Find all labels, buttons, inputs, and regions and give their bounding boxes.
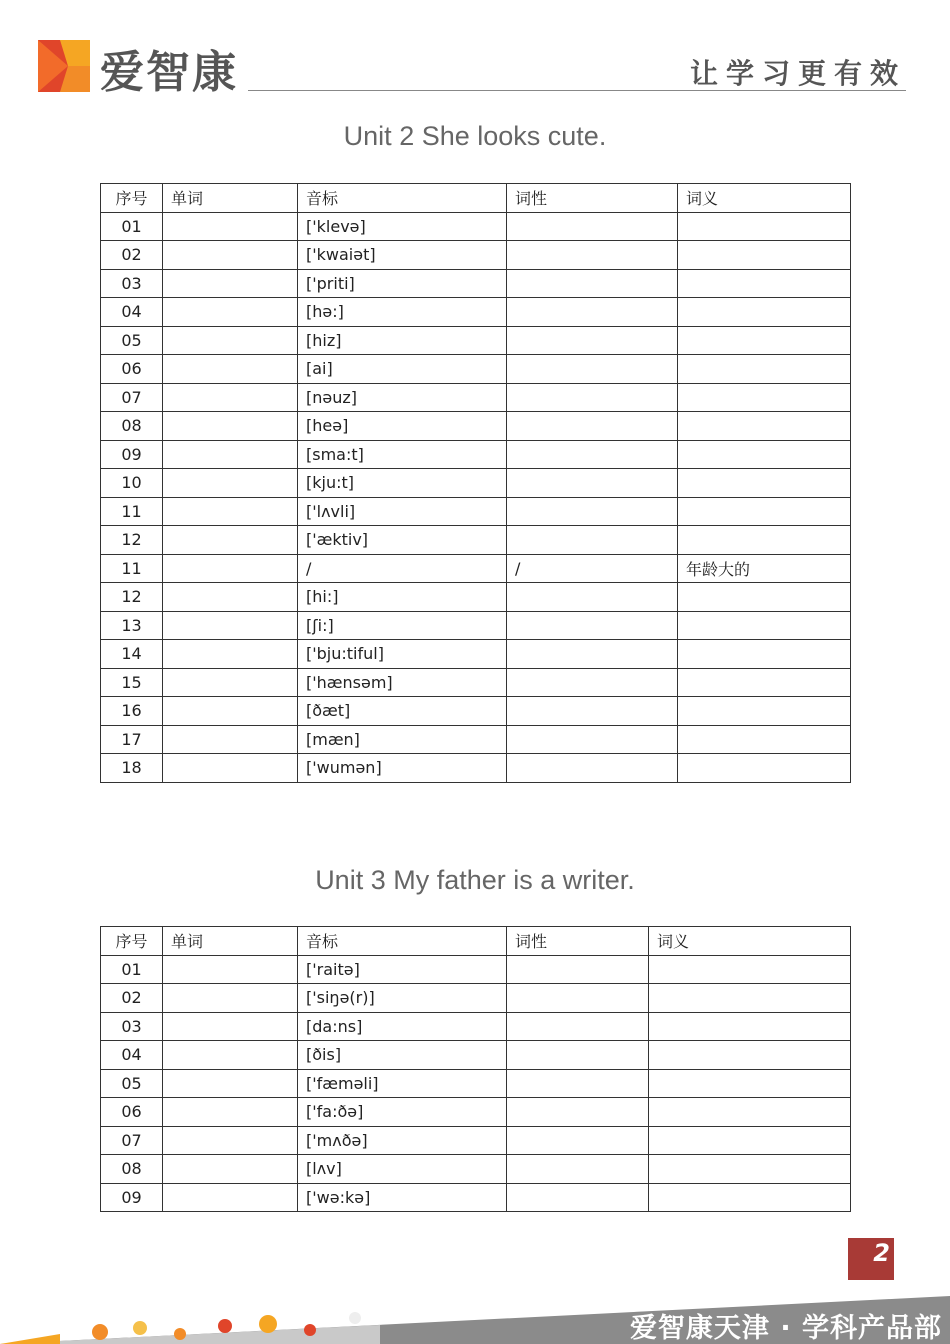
cell-num: 06: [101, 355, 163, 384]
cell-num: 07: [101, 383, 163, 412]
col-header-phonetic: 音标: [298, 927, 507, 956]
cell-pos: [507, 984, 649, 1013]
cell-pos: [507, 1155, 649, 1184]
cell-word: [163, 1069, 298, 1098]
cell-word: [163, 1098, 298, 1127]
cell-pos: [507, 526, 678, 555]
table-row: [101, 697, 851, 726]
cell-pos: [507, 640, 678, 669]
cell-meaning: [678, 412, 851, 441]
cell-meaning: [678, 355, 851, 384]
cell-phonetic: [mæn]: [298, 725, 507, 754]
table-row: [101, 754, 851, 783]
cell-phonetic: ['klevə]: [298, 212, 507, 241]
cell-meaning: [678, 611, 851, 640]
slogan: 让学习更有效: [689, 57, 906, 90]
cell-pos: [507, 469, 678, 498]
cell-word: [163, 668, 298, 697]
cell-phonetic: ['mʌðə]: [298, 1126, 507, 1155]
cell-num: 11: [101, 497, 163, 526]
cell-phonetic: ['priti]: [298, 269, 507, 298]
table-row: [101, 469, 851, 498]
header-divider: [248, 90, 906, 91]
cell-meaning: [649, 1041, 851, 1070]
table-row: [101, 1183, 851, 1212]
cell-pos: [507, 326, 678, 355]
cell-num: 15: [101, 668, 163, 697]
cell-word: [163, 984, 298, 1013]
table-row: [101, 440, 851, 469]
cell-word: [163, 1183, 298, 1212]
cell-word: [163, 1041, 298, 1070]
cell-word: [163, 1126, 298, 1155]
cell-pos: [507, 497, 678, 526]
cell-meaning: [678, 725, 851, 754]
cell-word: [163, 554, 298, 583]
cell-phonetic: ['fæməli]: [298, 1069, 507, 1098]
table-row: [101, 269, 851, 298]
cell-phonetic: ['wumən]: [298, 754, 507, 783]
unit2-vocab-table: [100, 183, 851, 783]
table-row: [101, 298, 851, 327]
cell-phonetic: [ai]: [298, 355, 507, 384]
table-row: [101, 554, 851, 583]
cell-pos: [507, 1069, 649, 1098]
table-header-row: [101, 927, 851, 956]
cell-num: 14: [101, 640, 163, 669]
cell-pos: [507, 298, 678, 327]
cell-meaning: [649, 1126, 851, 1155]
logo-mark-icon: [38, 40, 90, 92]
cell-pos: [507, 583, 678, 612]
cell-meaning: [678, 754, 851, 783]
unit3-table-body: [101, 955, 851, 1212]
cell-meaning: [678, 212, 851, 241]
table-row: [101, 355, 851, 384]
table-row: [101, 1126, 851, 1155]
col-header-word: 单词: [163, 927, 298, 956]
table-row: [101, 583, 851, 612]
table-row: [101, 640, 851, 669]
cell-meaning: [678, 298, 851, 327]
cell-phonetic: ['hænsəm]: [298, 668, 507, 697]
cell-meaning: [649, 984, 851, 1013]
cell-phonetic: [ðæt]: [298, 697, 507, 726]
cell-phonetic: [hi:]: [298, 583, 507, 612]
cell-meaning: [649, 1155, 851, 1184]
cell-meaning: [678, 269, 851, 298]
cell-pos: [507, 1041, 649, 1070]
cell-word: [163, 526, 298, 555]
col-header-pos: 词性: [507, 184, 678, 213]
cell-num: 03: [101, 1012, 163, 1041]
cell-word: [163, 754, 298, 783]
cell-pos: /: [507, 554, 678, 583]
cell-num: 03: [101, 269, 163, 298]
unit2-title: Unit 2 She looks cute.: [343, 121, 607, 151]
table-row: [101, 1098, 851, 1127]
cell-meaning: 年龄大的: [678, 554, 851, 583]
cell-phonetic: /: [298, 554, 507, 583]
table-row: [101, 668, 851, 697]
table-row: [101, 526, 851, 555]
cell-word: [163, 469, 298, 498]
col-header-phonetic: 音标: [298, 184, 507, 213]
table-row: [101, 1012, 851, 1041]
cell-pos: [507, 611, 678, 640]
cell-meaning: [649, 1183, 851, 1212]
table-row: [101, 1041, 851, 1070]
cell-meaning: [678, 326, 851, 355]
table-row: [101, 212, 851, 241]
cell-num: 10: [101, 469, 163, 498]
table-row: [101, 955, 851, 984]
cell-num: 09: [101, 440, 163, 469]
cell-word: [163, 640, 298, 669]
cell-phonetic: [ðis]: [298, 1041, 507, 1070]
cell-pos: [507, 697, 678, 726]
cell-num: 16: [101, 697, 163, 726]
cell-word: [163, 269, 298, 298]
cell-pos: [507, 440, 678, 469]
cell-pos: [507, 1126, 649, 1155]
cell-pos: [507, 725, 678, 754]
cell-word: [163, 212, 298, 241]
cell-word: [163, 497, 298, 526]
cell-meaning: [678, 668, 851, 697]
cell-phonetic: ['lʌvli]: [298, 497, 507, 526]
cell-pos: [507, 383, 678, 412]
brand-name: 爱智康: [100, 47, 238, 98]
cell-pos: [507, 668, 678, 697]
table-header-row: [101, 184, 851, 213]
cell-num: 06: [101, 1098, 163, 1127]
cell-phonetic: [da:ns]: [298, 1012, 507, 1041]
cell-meaning: [678, 241, 851, 270]
cell-meaning: [678, 583, 851, 612]
cell-phonetic: ['siŋə(r)]: [298, 984, 507, 1013]
col-header-number: 序号: [101, 927, 163, 956]
cell-meaning: [649, 955, 851, 984]
cell-num: 04: [101, 298, 163, 327]
table-row: [101, 412, 851, 441]
cell-meaning: [678, 640, 851, 669]
cell-pos: [507, 955, 649, 984]
cell-num: 09: [101, 1183, 163, 1212]
cell-pos: [507, 212, 678, 241]
col-header-word: 单词: [163, 184, 298, 213]
table-row: [101, 725, 851, 754]
table-row: [101, 241, 851, 270]
cell-pos: [507, 269, 678, 298]
page-footer: [0, 1290, 950, 1344]
cell-phonetic: [sma:t]: [298, 440, 507, 469]
cell-meaning: [678, 440, 851, 469]
cell-num: 02: [101, 241, 163, 270]
cell-word: [163, 1012, 298, 1041]
cell-pos: [507, 355, 678, 384]
cell-word: [163, 298, 298, 327]
cell-phonetic: [lʌv]: [298, 1155, 507, 1184]
cell-meaning: [678, 526, 851, 555]
cell-num: 01: [101, 955, 163, 984]
cell-word: [163, 697, 298, 726]
cell-word: [163, 440, 298, 469]
cell-phonetic: ['bju:tiful]: [298, 640, 507, 669]
cell-meaning: [649, 1098, 851, 1127]
cell-num: 12: [101, 526, 163, 555]
cell-word: [163, 583, 298, 612]
col-header-meaning: 词义: [649, 927, 851, 956]
cell-word: [163, 725, 298, 754]
cell-phonetic: [heə]: [298, 412, 507, 441]
cell-word: [163, 611, 298, 640]
cell-meaning: [678, 469, 851, 498]
cell-phonetic: [ʃi:]: [298, 611, 507, 640]
table-row: [101, 1155, 851, 1184]
cell-phonetic: [nəuz]: [298, 383, 507, 412]
col-header-pos: 词性: [507, 927, 649, 956]
cell-num: 05: [101, 326, 163, 355]
cell-num: 13: [101, 611, 163, 640]
cell-num: 12: [101, 583, 163, 612]
cell-num: 05: [101, 1069, 163, 1098]
cell-phonetic: ['fa:ðə]: [298, 1098, 507, 1127]
cell-phonetic: ['æktiv]: [298, 526, 507, 555]
cell-phonetic: [hiz]: [298, 326, 507, 355]
cell-num: 08: [101, 1155, 163, 1184]
cell-phonetic: ['kwaiət]: [298, 241, 507, 270]
cell-phonetic: [hə:]: [298, 298, 507, 327]
cell-num: 08: [101, 412, 163, 441]
cell-phonetic: ['wə:kə]: [298, 1183, 507, 1212]
cell-pos: [507, 1183, 649, 1212]
cell-word: [163, 355, 298, 384]
footer-text: 爱智康天津 · 学科产品部: [629, 1313, 942, 1344]
cell-pos: [507, 1012, 649, 1041]
page-number-badge: 2: [848, 1238, 894, 1280]
table-row: [101, 326, 851, 355]
cell-word: [163, 1155, 298, 1184]
cell-word: [163, 326, 298, 355]
table-row: [101, 497, 851, 526]
cell-num: 11: [101, 554, 163, 583]
cell-meaning: [649, 1012, 851, 1041]
cell-num: 02: [101, 984, 163, 1013]
col-header-meaning: 词义: [678, 184, 851, 213]
cell-num: 18: [101, 754, 163, 783]
page-header: [0, 0, 950, 100]
cell-meaning: [678, 383, 851, 412]
table-row: [101, 383, 851, 412]
cell-num: 17: [101, 725, 163, 754]
unit3-title: Unit 3 My father is a writer.: [315, 865, 635, 895]
cell-pos: [507, 412, 678, 441]
cell-pos: [507, 241, 678, 270]
table-row: [101, 984, 851, 1013]
col-header-number: 序号: [101, 184, 163, 213]
unit2-table-body: [101, 212, 851, 782]
table-row: [101, 1069, 851, 1098]
cell-word: [163, 955, 298, 984]
cell-meaning: [678, 697, 851, 726]
cell-word: [163, 412, 298, 441]
cell-num: 01: [101, 212, 163, 241]
cell-pos: [507, 754, 678, 783]
cell-meaning: [678, 497, 851, 526]
cell-word: [163, 383, 298, 412]
table-row: [101, 611, 851, 640]
cell-meaning: [649, 1069, 851, 1098]
cell-pos: [507, 1098, 649, 1127]
cell-phonetic: ['raitə]: [298, 955, 507, 984]
unit3-vocab-table: [100, 926, 851, 1212]
cell-num: 04: [101, 1041, 163, 1070]
cell-num: 07: [101, 1126, 163, 1155]
cell-word: [163, 241, 298, 270]
cell-phonetic: [kju:t]: [298, 469, 507, 498]
